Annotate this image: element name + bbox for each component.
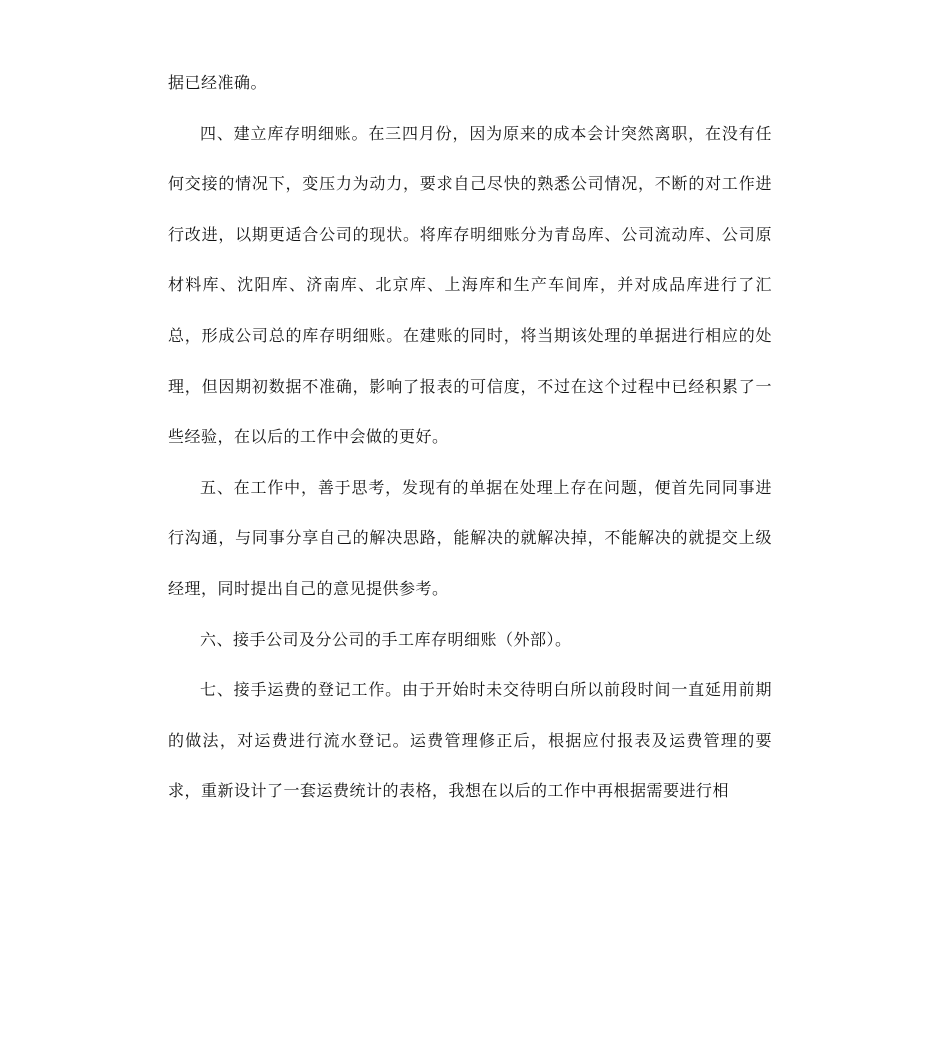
document-body — [168, 58, 772, 817]
paragraph-item-7: 七、接手运费的登记工作。由于开始时未交待明白所以前段时间一直延用前期的做法，对运费进行流水登记。运费管理修正后，根据应付报表及运费管理的要求，重新设计了一套运费统计的表格，我想在以后的工作中再根据需要进行相 — [168, 680, 772, 801]
paragraph-item-4: 四、建立库存明细账。在三四月份，因为原来的成本会计突然离职，在没有任何交接的情况下，变压力为动力，要求自己尽快的熟悉公司情况，不断的对工作进行改进，以期更适合公司的现状。将库存明细账分为青岛库、公司流动库、公司原材料库、沈阳库、济南库、北京库、上海库和生产车间库，并对成品库进行了汇总，形成公司总的库存明细账。在建账的同时，将当期该处理的单据进行相应的处理，但因期初数据不准确，影响了报表的可信度，不过在这个过程中已经积累了一些经验，在以后的工作中会做的更好。 — [168, 123, 772, 447]
paragraph-continuation: 据已经准确。 — [168, 73, 268, 92]
paragraph-item-5: 五、在工作中，善于思考，发现有的单据在处理上存在问题，便首先同同事进行沟通，与同事分享自己的解决思路，能解决的就解决掉，不能解决的就提交上级经理，同时提出自己的意见提供参考。 — [168, 477, 772, 598]
paragraph-item-6: 六、接手公司及分公司的手工库存明细账（外部）。 — [200, 629, 572, 649]
